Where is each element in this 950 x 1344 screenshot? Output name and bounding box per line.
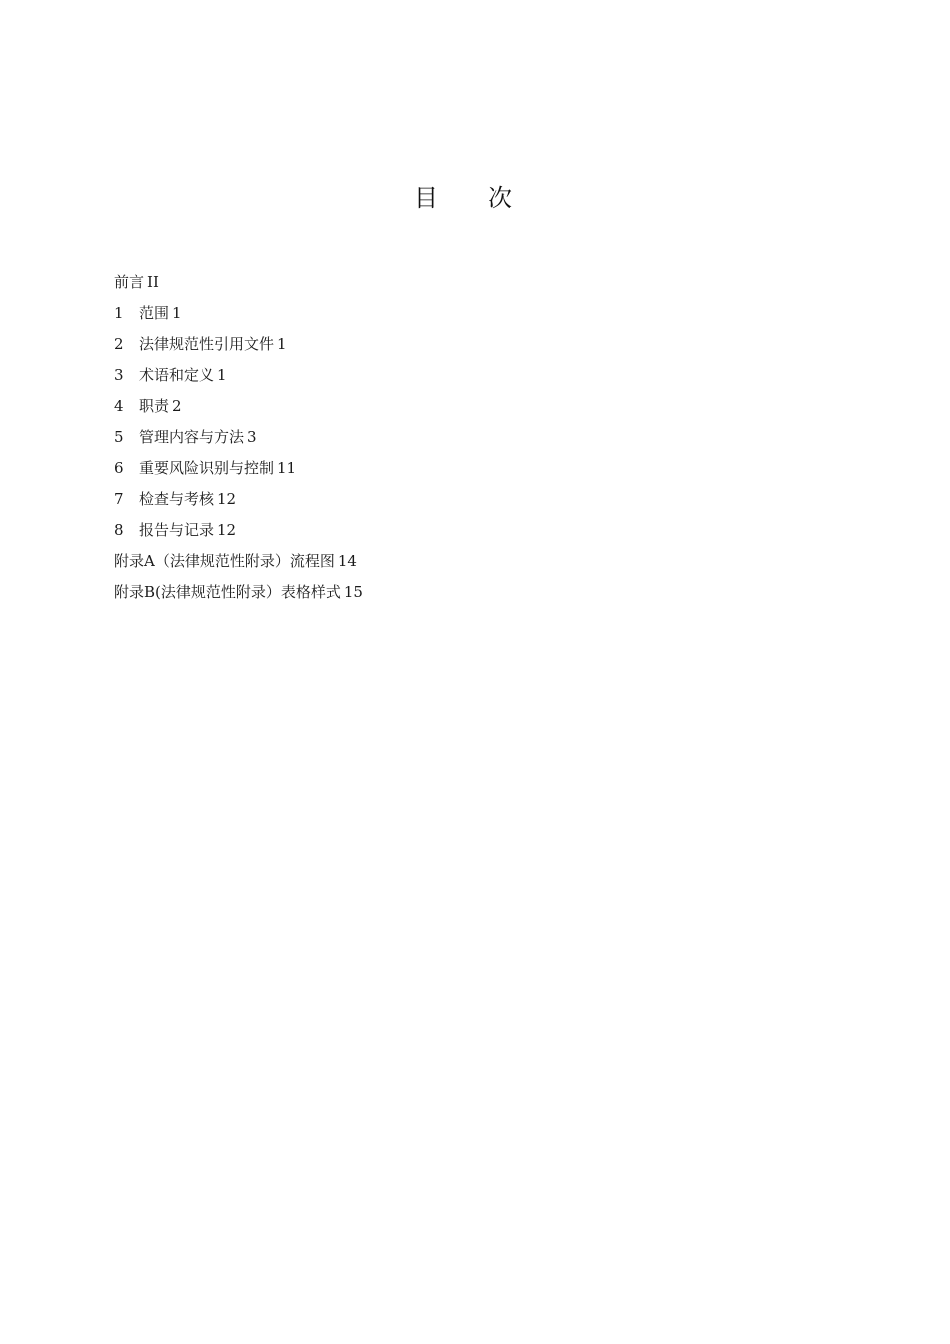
toc-entry-page: 12: [217, 490, 237, 508]
toc-entry-text: 检查与考核: [139, 490, 215, 508]
toc-entry-section-5[interactable]: [114, 423, 814, 454]
toc-entry-appendix-a[interactable]: [114, 547, 814, 578]
toc-entry-section-6[interactable]: [114, 454, 814, 485]
toc-entry-text: 报告与记录: [139, 521, 215, 539]
toc-entry-section-4[interactable]: [114, 392, 814, 423]
toc-entry-number: 2: [114, 335, 124, 353]
toc-entry-text: 法律规范性引用文件: [139, 335, 275, 353]
toc-entry-text: 术语和定义: [139, 366, 215, 384]
toc-entry-page: 11: [277, 459, 297, 477]
toc-entry-number: 1: [114, 304, 124, 322]
toc-entry-page: 2: [172, 397, 182, 415]
toc-entry-appendix-b[interactable]: [114, 578, 814, 609]
toc-entry-preface[interactable]: [114, 268, 814, 299]
toc-entry-page: 14: [337, 552, 357, 570]
toc-entry-text: 职责: [139, 397, 170, 415]
toc-entry-page: 1: [217, 366, 227, 384]
toc-entry-number: 8: [114, 521, 124, 539]
toc-entry-section-8[interactable]: [114, 516, 814, 547]
toc-entry-number: 4: [114, 397, 124, 415]
toc-entry-page: 1: [277, 335, 287, 353]
toc-entry-number: 6: [114, 459, 124, 477]
toc-entry-page: II: [147, 273, 159, 291]
toc-entry-text: 附录B(法律规范性附录）表格样式: [114, 583, 341, 601]
toc-entry-number: 7: [114, 490, 124, 508]
table-of-contents: [114, 268, 814, 609]
toc-entry-page: 15: [343, 583, 363, 601]
toc-entry-number: 5: [114, 428, 124, 446]
toc-entry-page: 12: [217, 521, 237, 539]
toc-entry-page: 1: [172, 304, 182, 322]
toc-entry-section-7[interactable]: [114, 485, 814, 516]
toc-entry-section-1[interactable]: [114, 299, 814, 330]
toc-entry-section-2[interactable]: [114, 330, 814, 361]
toc-entry-page: 3: [247, 428, 257, 446]
toc-entry-text: 前言: [114, 273, 145, 291]
toc-entry-text: 范围: [139, 304, 170, 322]
toc-entry-text: 管理内容与方法: [139, 428, 245, 446]
toc-entry-text: 重要风险识别与控制: [139, 459, 275, 477]
page-title: 目次: [414, 184, 562, 212]
toc-entry-section-3[interactable]: [114, 361, 814, 392]
toc-entry-number: 3: [114, 366, 124, 384]
toc-entry-text: 附录A（法律规范性附录）流程图: [114, 552, 335, 570]
